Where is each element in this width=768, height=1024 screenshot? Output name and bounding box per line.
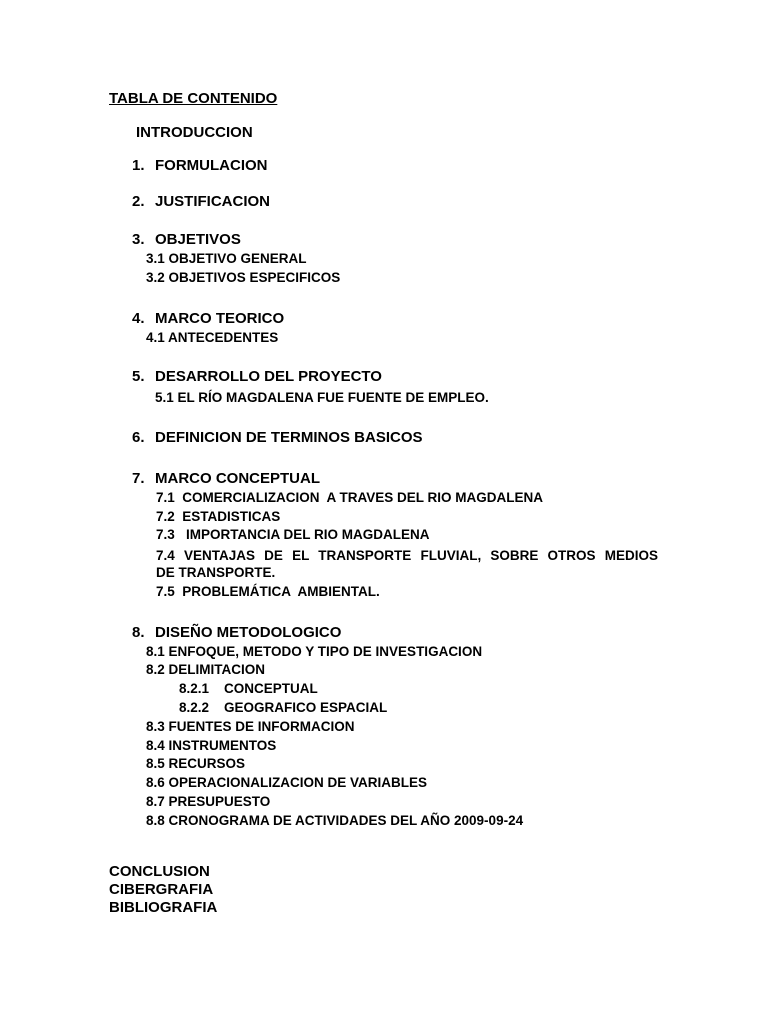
toc-entry-2 xyxy=(132,194,270,209)
toc-entry-bibliografia: BIBLIOGRAFIA xyxy=(109,899,218,916)
toc-entry-7 xyxy=(132,471,320,486)
toc-subentry-7-4: 7.4 VENTAJAS DE EL TRANSPORTE FLUVIAL, SOBRE OTROS MEDIOS xyxy=(156,548,658,563)
toc-entry-number: 4. xyxy=(132,310,145,327)
toc-subentry-7-5: 7.5 PROBLEMÁTICA AMBIENTAL. xyxy=(156,584,380,599)
toc-entry-8 xyxy=(132,625,341,640)
toc-entry-number: 8. xyxy=(132,624,145,641)
toc-entry-6 xyxy=(132,430,423,445)
toc-entry-label: DISEÑO METODOLOGICO xyxy=(155,624,342,641)
toc-entry-label: DEFINICION DE TERMINOS BASICOS xyxy=(155,429,423,446)
toc-entry-1 xyxy=(132,158,268,173)
toc-subentry-5-1: 5.1 EL RÍO MAGDALENA FUE FUENTE DE EMPLEO. xyxy=(155,390,489,405)
toc-subentry-7-3: 7.3 IMPORTANCIA DEL RIO MAGDALENA xyxy=(156,527,430,542)
toc-entry-label: MARCO CONCEPTUAL xyxy=(155,470,320,487)
toc-subentry-8-8: 8.8 CRONOGRAMA DE ACTIVIDADES DEL AÑO 2009-09-24 xyxy=(146,813,524,828)
toc-entry-3 xyxy=(132,232,241,247)
toc-entry-number: 6. xyxy=(132,429,145,446)
toc-entry-label: JUSTIFICACION xyxy=(155,193,271,210)
toc-entry-number: 7. xyxy=(132,470,145,487)
toc-entry-label: MARCO TEORICO xyxy=(155,310,285,327)
toc-entry-number: 3. xyxy=(132,231,145,248)
toc-subentry-7-4-continued: DE TRANSPORTE. xyxy=(156,565,276,580)
toc-subentry-7-1: 7.1 COMERCIALIZACION A TRAVES DEL RIO MAGDALENA xyxy=(156,490,544,505)
toc-subentry-8-3: 8.3 FUENTES DE INFORMACION xyxy=(146,719,355,734)
toc-entry-label: OBJETIVOS xyxy=(155,231,241,248)
toc-subentry-8-4: 8.4 INSTRUMENTOS xyxy=(146,738,277,753)
toc-entry-cibergrafia: CIBERGRAFIA xyxy=(109,881,214,898)
toc-subentry-8-2: 8.2 DELIMITACION xyxy=(146,662,266,677)
toc-entry-number: 1. xyxy=(132,157,145,174)
toc-subentry-4-1: 4.1 ANTECEDENTES xyxy=(146,330,279,345)
toc-subentry-8-5: 8.5 RECURSOS xyxy=(146,756,246,771)
toc-subentry-3-1: 3.1 OBJETIVO GENERAL xyxy=(146,251,307,266)
toc-entry-label: FORMULACION xyxy=(155,157,268,174)
toc-entry-5 xyxy=(132,369,382,384)
toc-entry-number: 5. xyxy=(132,368,145,385)
toc-entry-label: DESARROLLO DEL PROYECTO xyxy=(155,368,382,385)
toc-entry-4 xyxy=(132,311,284,326)
toc-subentry-8-6: 8.6 OPERACIONALIZACION DE VARIABLES xyxy=(146,775,428,790)
toc-subentry-8-1: 8.1 ENFOQUE, METODO Y TIPO DE INVESTIGACION xyxy=(146,644,483,659)
toc-subentry-3-2: 3.2 OBJETIVOS ESPECIFICOS xyxy=(146,270,341,285)
toc-title: TABLA DE CONTENIDO xyxy=(109,90,278,107)
toc-subentry-7-2: 7.2 ESTADISTICAS xyxy=(156,509,281,524)
toc-subentry-8-7: 8.7 PRESUPUESTO xyxy=(146,794,271,809)
toc-entry-number: 2. xyxy=(132,193,145,210)
toc-entry-introduccion: INTRODUCCION xyxy=(136,124,253,141)
toc-entry-conclusion: CONCLUSION xyxy=(109,863,210,880)
toc-subentry-8-2-2: 8.2.2 GEOGRAFICO ESPACIAL xyxy=(179,700,388,715)
toc-subentry-8-2-1: 8.2.1 CONCEPTUAL xyxy=(179,681,318,696)
